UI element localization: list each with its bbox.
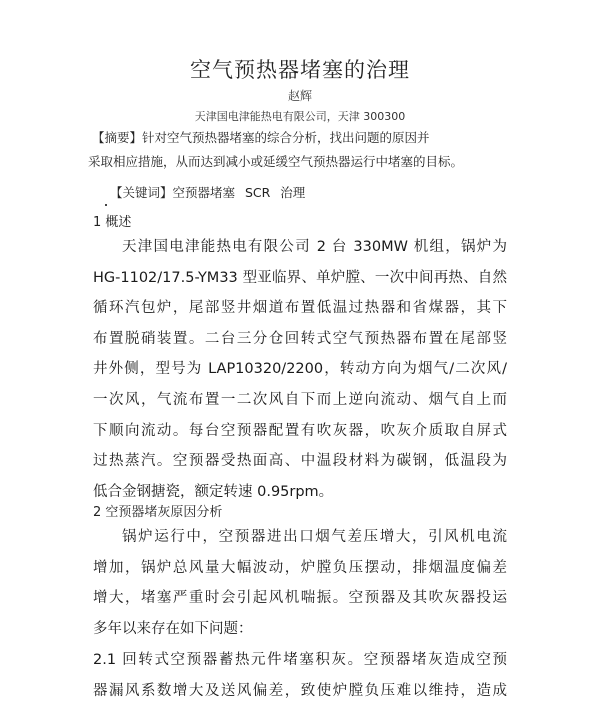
keywords: 【关键词】空预器堵塞 SCR 治理 xyxy=(110,185,306,200)
body-line: 锅炉运行中，空预器进出口烟气差压增大，引风机电流 xyxy=(122,529,507,545)
body-line: 低合金钢搪瓷，额定转速 0.95rpm。 xyxy=(93,483,334,500)
body-line: 多年以来存在如下问题： xyxy=(93,620,253,637)
abstract xyxy=(88,126,512,174)
body-line: 过热蒸汽。空预器受热面高、中温段材料为碳钢，低温段为 xyxy=(93,453,507,470)
paper-title: 空气预热器堵塞的治理 xyxy=(190,58,410,82)
body-line: 一次风，气流布置一二次风自下而上逆向流动、烟气自上而 xyxy=(93,391,507,408)
body-line: HG-1102/17.5-YM33 型亚临界、单炉膛、一次中间再热、自然 xyxy=(93,269,507,286)
body-line: 下顺向流动。每台空预器配置有吹灰器，吹灰介质取自屏式 xyxy=(93,422,507,439)
section-1-body xyxy=(93,232,507,507)
section-2-body xyxy=(93,522,507,644)
author-affiliation: 天津国电津能热电有限公司，天津 300300 xyxy=(194,110,406,123)
body-line: 增大，堵塞严重时会引起风机喘振。空预器及其吹灰器投运 xyxy=(93,590,507,607)
section-2-heading: 2 空预器堵灰原因分析 xyxy=(93,505,223,520)
stray-mark xyxy=(105,204,107,206)
body-line: 井外侧，型号为 LAP10320/2200，转动方向为烟气/二次风/ xyxy=(93,361,507,378)
author-name: 赵辉 xyxy=(287,89,312,103)
body-line: 增加，锅炉总风量大幅波动，炉膛负压摆动，排烟温度偏差 xyxy=(93,559,507,576)
abstract-line-2: 采取相应措施，从而达到减小或延缓空气预热器运行中堵塞的目标。 xyxy=(88,154,464,169)
body-line: 布置脱硝装置。二台三分仓回转式空气预热器布置在尾部竖 xyxy=(93,330,507,347)
section-2-1-body xyxy=(93,645,507,706)
body-line: 器漏风系数增大及送风偏差，致使炉膛负压难以维持，造成 xyxy=(93,682,507,699)
body-line: 2.1 回转式空预器蓄热元件堵塞积灰。空预器堵灰造成空预 xyxy=(93,652,507,668)
abstract-line-1: 【摘要】针对空气预热器堵塞的综合分析，找出问题的原因并 xyxy=(92,130,430,145)
body-line: 天津国电津能热电有限公司 2 台 330MW 机组，锅炉为 xyxy=(122,239,507,255)
section-1-heading: 1 概述 xyxy=(93,215,132,230)
body-line: 循环汽包炉，尾部竖井烟道布置低温过热器和省煤器，其下 xyxy=(93,300,507,317)
